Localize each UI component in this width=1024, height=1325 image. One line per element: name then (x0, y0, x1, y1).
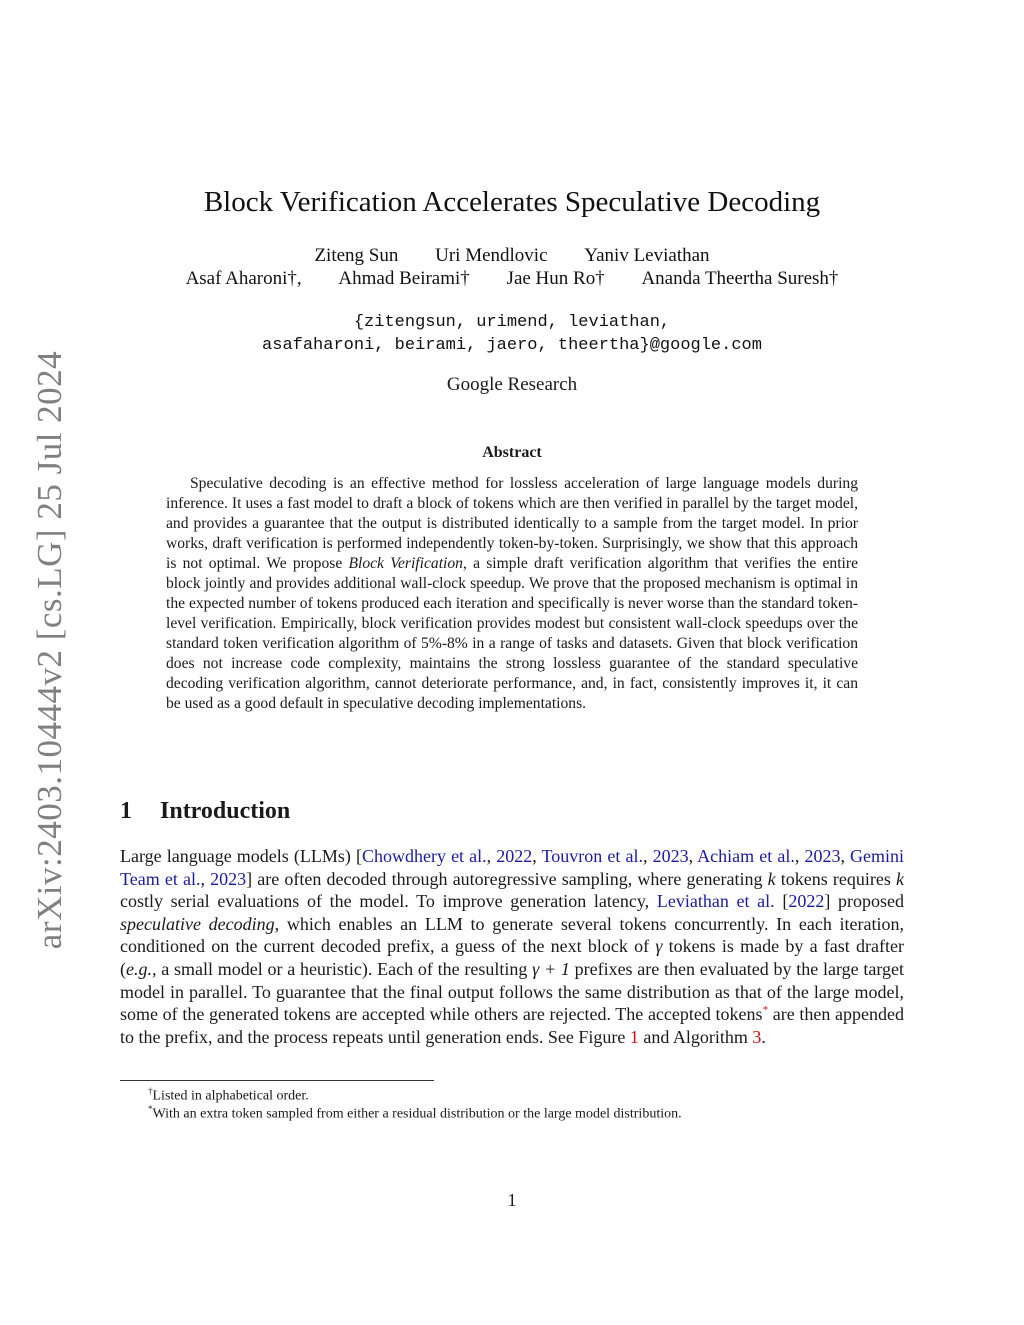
introduction-paragraph: Large language models (LLMs) [Chowdhery et al., 2022, Touvron et al., 2023, Achiam et al., 2023, Gemini Team et al., 2023] are often decoded through autoregressive sampling, where generating k tokens requires k costly serial evaluations of the model. To improve generation latency, Leviathan et al. [2022] proposed speculative decoding, which enables an LLM to generate several tokens concurrently. In each iteration, conditioned on the current decoded prefix, a guess of the next block of γ tokens is made by a fast drafter (e.g., a small model or a heuristic). Each of the resulting γ + 1 prefixes are then evaluated by the large target model in parallel. To guarantee that the final output follows the same distribution as that of the large model, some of the generated tokens are accepted while others are rejected. The accepted tokens* are then appended to the prefix, and the process repeats until generation ends. See Figure 1 and Algorithm 3. (120, 846, 905, 1047)
page-number: 1 (507, 1190, 517, 1210)
author-name: Ziteng Sun (314, 245, 399, 266)
citation-link[interactable]: Achiam et al. (697, 846, 795, 866)
author-name: Asaf Aharoni†, (185, 268, 302, 289)
citation-year-link[interactable]: 2022 (788, 891, 825, 912)
section-title: Introduction (160, 798, 291, 824)
figure-reference-link[interactable]: 1 (629, 1026, 639, 1047)
author-list-row-2 (0, 268, 1024, 290)
citation-year-link[interactable]: 2023 (804, 846, 841, 866)
author-emails-line-1: {zitengsun, urimend, leviathan, (353, 313, 671, 332)
paper-title: Block Verification Accelerates Speculative Decoding (203, 186, 821, 218)
emphasis: Block Verification (348, 555, 463, 572)
abstract-heading: Abstract (482, 444, 542, 461)
footnote-divider (120, 1080, 434, 1081)
author-name: Jae Hun Ro† (506, 268, 605, 289)
citation-year-link[interactable]: 2022 (496, 846, 533, 866)
math-variable: k (896, 868, 904, 889)
affiliation: Google Research (446, 374, 578, 395)
citation-link[interactable]: Touvron et al. (541, 846, 643, 866)
author-list-row-1 (0, 245, 1024, 267)
footnote-marker-link[interactable]: * (762, 1004, 769, 1017)
author-name: Uri Mendlovic (435, 245, 548, 266)
math-variable: γ (655, 936, 663, 957)
emphasis: e.g., (126, 958, 157, 979)
math-variable: k (767, 868, 776, 889)
author-name: Ananda Theertha Suresh† (641, 268, 839, 289)
emphasis: speculative decoding (120, 913, 275, 934)
citation-link[interactable]: Gemini Team et al. (120, 846, 905, 889)
math-expression: γ + 1 (532, 958, 570, 979)
citation-link[interactable]: Chowdhery et al. (361, 846, 487, 866)
citation-link[interactable]: Leviathan et al. (656, 891, 775, 912)
section-number: 1 (120, 798, 132, 824)
citation-year-link[interactable]: 2023 (210, 868, 247, 889)
algorithm-reference-link[interactable]: 3 (752, 1026, 762, 1047)
author-name: Yaniv Leviathan (584, 245, 710, 266)
footnote-star: *With an extra token sampled from either a residual distribution or the large model distribution. (148, 1104, 682, 1122)
abstract-text: Speculative decoding is an effective method for lossless acceleration of large language models during inference. It uses a fast model to draft a block of tokens which are then verified in parallel by the target model, and provides a guarantee that the output is distributed identically to a sample from the target model. In prior works, draft verification is performed independently token-by-token. Surprisingly, we show that this approach is not optimal. We propose Block Verification, a simple draft verification algorithm that verifies the entire block jointly and provides additional wall-clock speedup. We prove that the proposed mechanism is optimal in the expected number of tokens produced each iteration and specifically is never worse than the standard token-level verification. Empirically, block verification provides modest but consistent wall-clock speedups over the standard token verification algorithm of 5%-8% in a range of tasks and datasets. Given that block verification does not increase code complexity, maintains the strong lossless guarantee of the standard speculative decoding verification algorithm, cannot deteriorate performance, and, in fact, consistently improves it, it can be used as a good default in speculative decoding implementations. (166, 475, 858, 712)
section-heading (120, 798, 290, 825)
arxiv-identifier: arXiv:2403.10444v2 [cs.LG] 25 Jul 2024 (30, 350, 69, 950)
footnote-dagger: †Listed in alphabetical order. (148, 1086, 309, 1104)
author-emails-line-2: asafaharoni, beirami, jaero, theertha}@google.com (262, 336, 762, 355)
citation-year-link[interactable]: 2023 (652, 846, 689, 866)
author-name: Ahmad Beirami† (338, 268, 470, 289)
